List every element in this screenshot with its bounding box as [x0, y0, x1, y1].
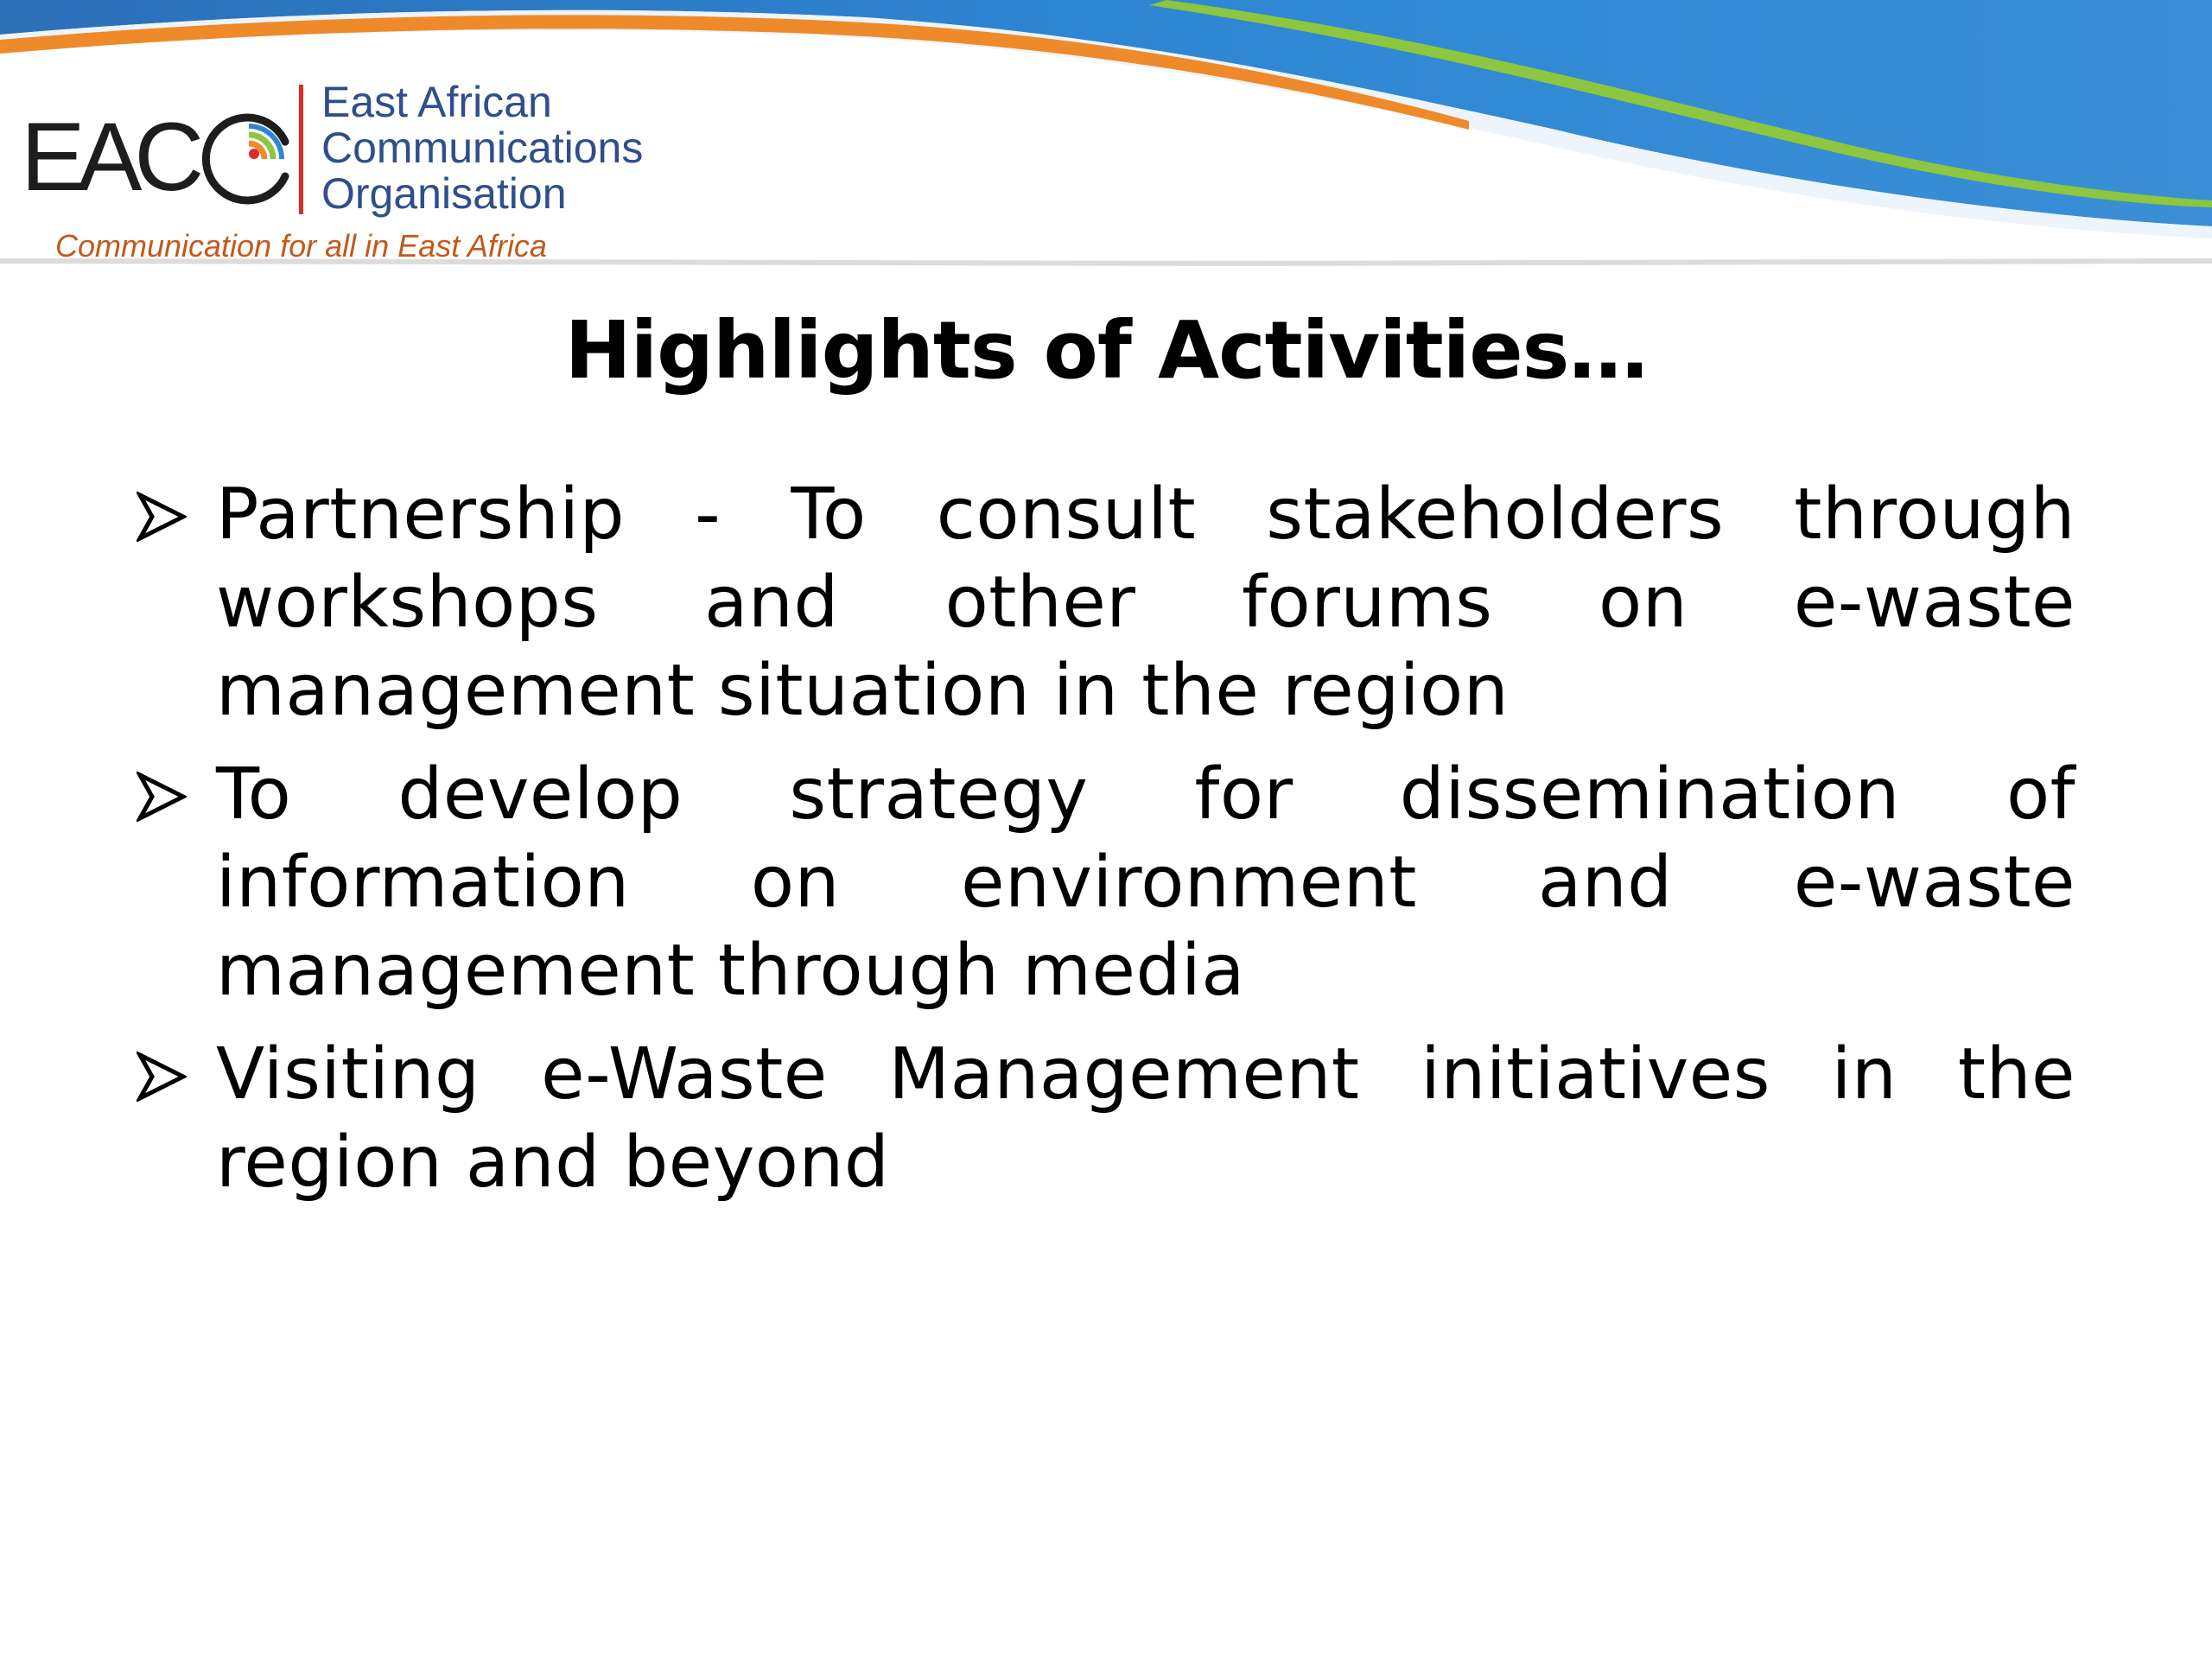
- logo-wordmark: EAC: [21, 103, 197, 211]
- logo-divider: [299, 85, 303, 214]
- bullet-list: [130, 471, 2075, 1223]
- arrowhead-bullet-icon: [137, 772, 187, 822]
- organization-name-line-2: Communications: [321, 124, 644, 172]
- bullet-item: [130, 471, 2075, 735]
- arrowhead-bullet-icon: [137, 492, 187, 542]
- bullet-item: [130, 751, 2075, 1015]
- eaco-logo: [21, 79, 712, 270]
- bullet-text: Visiting e-Waste Management initiatives in the region and beyond: [216, 1033, 2075, 1204]
- logo-signal-c-icon: [199, 109, 299, 209]
- slide-title: Highlights of Activities…: [564, 304, 1648, 397]
- organization-name-line-1: East African: [321, 78, 552, 126]
- arrowhead-bullet-icon: [137, 1052, 187, 1102]
- organization-name: [321, 79, 643, 217]
- organization-name-line-3: Organisation: [321, 169, 567, 218]
- bullet-text: To develop strategy for dissemination of information on environment and e-waste management through media: [216, 753, 2075, 1012]
- bullet-text: Partnership - To consult stakeholders through workshops and other forums on e-waste management situation in the region: [216, 474, 2075, 732]
- bullet-item: [130, 1031, 2075, 1207]
- organization-tagline: Communication for all in East Africa: [55, 228, 547, 264]
